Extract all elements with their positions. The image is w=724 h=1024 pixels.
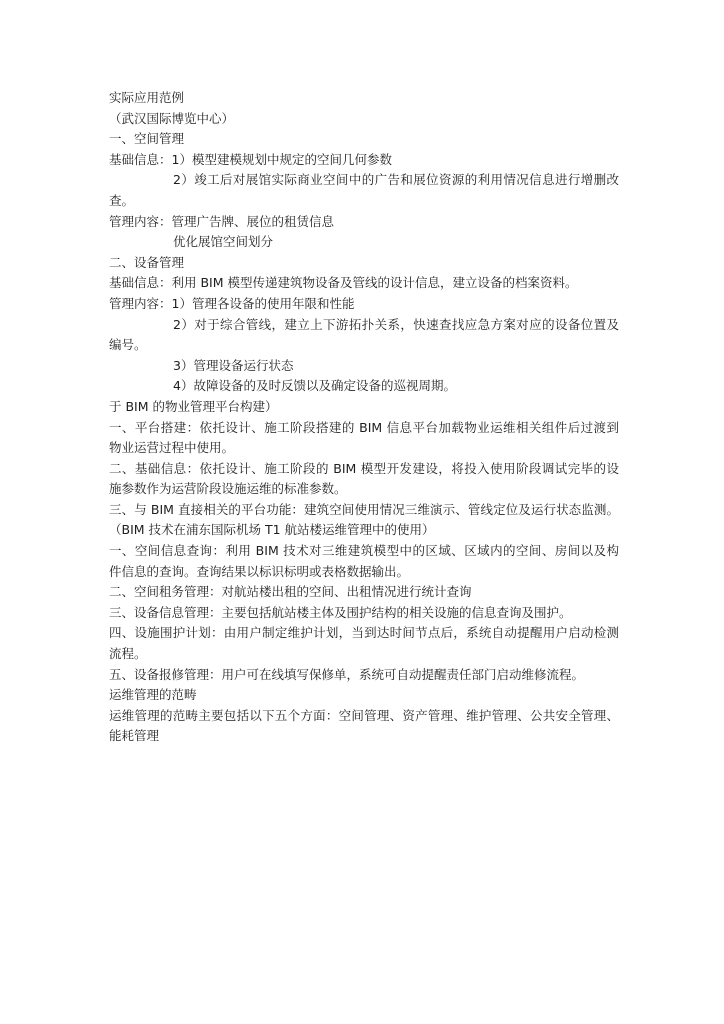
text-line: 三、设备信息管理：主要包括航站楼主体及围护结构的相关设施的信息查询及围护。 <box>109 604 572 620</box>
text-line: 2）对于综合管线，建立上下游拓扑关系，快速查找应急方案对应的设备位置及 <box>173 316 619 332</box>
text-line: 能耗管理 <box>109 728 160 744</box>
text-line: 管理内容：1）管理各设备的使用年限和性能 <box>109 295 355 311</box>
text-line: 三、与 BIM 直接相关的平台功能：建筑空间使用情况三维演示、管线定位及运行状态监测。 <box>109 501 619 517</box>
section-heading: 一、空间管理 <box>109 131 185 147</box>
text-line: 物业运营过程中使用。 <box>109 440 235 456</box>
text-line: 五、设备报修管理：用户可在线填写保修单，系统可自动提醒责任部门启动维修流程。 <box>109 666 585 682</box>
text-line: 流程。 <box>109 646 147 662</box>
section-heading: 二、设备管理 <box>109 254 185 270</box>
text-line: 二、空间租务管理：对航站楼出租的空间、出租情况进行统计查询 <box>109 584 472 600</box>
text-line: 编号。 <box>109 337 147 353</box>
text-line: 基础信息：利用 BIM 模型传递建筑物设备及管线的设计信息，建立设备的档案资料。 <box>109 275 578 291</box>
text-line: 一、平台搭建：依托设计、施工阶段搭建的 BIM 信息平台加载物业运维相关组件后过渡到 <box>109 419 619 435</box>
text-line: 施参数作为运营阶段设施运维的标准参数。 <box>109 481 347 497</box>
text-line: 二、基础信息：依托设计、施工阶段的 BIM 模型开发建设，将投入使用阶段调试完毕的设 <box>109 460 619 476</box>
text-line: 优化展馆空间划分 <box>173 234 274 250</box>
text-line: 管理内容：管理广告牌、展位的租赁信息 <box>109 213 335 229</box>
section-heading: 运维管理的范畴 <box>109 687 197 703</box>
text-line: 2）竣工后对展馆实际商业空间中的广告和展位资源的利用情况信息进行增删改 <box>173 172 619 188</box>
section-heading: 于 BIM 的物业管理平台构建） <box>109 398 278 414</box>
section-heading: （BIM 技术在浦东国际机场 T1 航站楼运维管理中的使用） <box>109 522 435 538</box>
text-line: 4）故障设备的及时反馈以及确定设备的巡视周期。 <box>173 378 456 394</box>
doc-subtitle: （武汉国际博览中心） <box>109 110 235 126</box>
doc-title: 实际应用范例 <box>109 90 185 105</box>
text-line: 四、设施围护计划：由用户制定维护计划，当到达时间节点后，系统自动提醒用户启动检测 <box>109 625 619 641</box>
text-line: 基础信息：1）模型建模规划中规定的空间几何参数 <box>109 151 392 167</box>
text-line: 一、空间信息查询：利用 BIM 技术对三维建筑模型中的区域、区域内的空间、房间以及构 <box>109 543 619 559</box>
text-line: 运维管理的范畴主要包括以下五个方面：空间管理、资产管理、维护管理、公共安全管理、 <box>109 707 619 723</box>
text-line: 查。 <box>109 192 135 208</box>
text-line: 件信息的查询。查询结果以标识标明或表格数据输出。 <box>109 563 410 579</box>
text-line: 3）管理设备运行状态 <box>173 357 294 373</box>
document-body <box>109 88 619 747</box>
